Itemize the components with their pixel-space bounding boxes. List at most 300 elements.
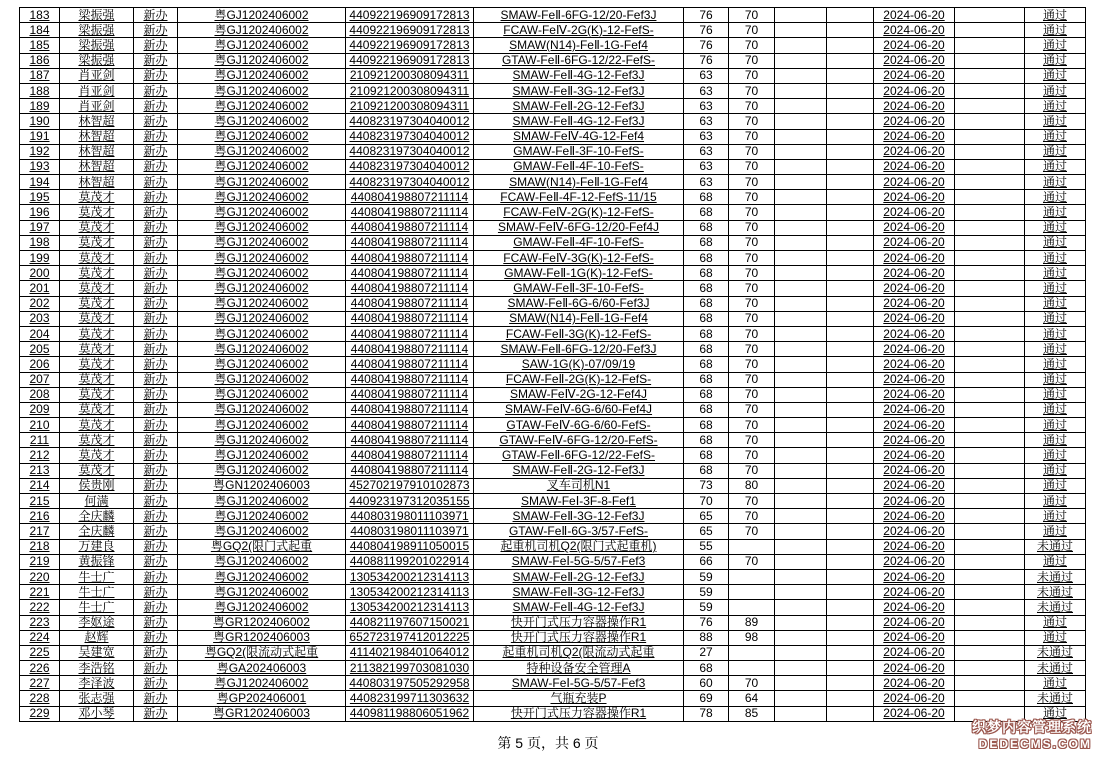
apply-type-cell: 新办 xyxy=(134,53,178,68)
score-2-cell xyxy=(729,600,775,615)
score-2-cell: 85 xyxy=(729,706,775,721)
exam-item-cell: SMAW-FeⅠ-5G-5/57-Fef3 xyxy=(474,554,684,569)
plan-code-cell: 粤GJ1202406002 xyxy=(178,524,346,539)
score-2-cell: 70 xyxy=(729,266,775,281)
plan-code-cell: 粤GJ1202406002 xyxy=(178,418,346,433)
exam-date-cell: 2024-06-20 xyxy=(874,418,955,433)
score-1-cell: 65 xyxy=(684,509,729,524)
row-number-cell: 223 xyxy=(20,615,60,630)
row-number-cell: 228 xyxy=(20,691,60,706)
score-1-cell: 68 xyxy=(684,251,729,266)
apply-type-cell: 新办 xyxy=(134,68,178,83)
exam-item-cell: SMAW-FeⅡ-6G-6/60-Fef3J xyxy=(474,296,684,311)
name-cell: 莫茂才 xyxy=(60,251,134,266)
apply-type-cell: 新办 xyxy=(134,342,178,357)
apply-type-cell: 新办 xyxy=(134,83,178,98)
score-1-cell: 78 xyxy=(684,706,729,721)
score-2-cell: 70 xyxy=(729,190,775,205)
table-row xyxy=(20,8,1086,23)
exam-date-cell: 2024-06-20 xyxy=(874,23,955,38)
table-row xyxy=(20,83,1086,98)
exam-item-cell: 快开门式压力容器操作R1 xyxy=(474,615,684,630)
exam-date-cell: 2024-06-20 xyxy=(874,175,955,190)
table-row xyxy=(20,615,1086,630)
exam-item-cell: GMAW-FeⅡ-4F-10-FefS- xyxy=(474,159,684,174)
exam-item-cell: GMAW-FeⅡ-1G(K)-12-FefS- xyxy=(474,266,684,281)
blank-cell-2 xyxy=(827,600,874,615)
result-cell: 通过 xyxy=(1025,509,1086,524)
table-row xyxy=(20,706,1086,721)
exam-item-cell: GTAW-FeⅡ-6G-3/57-FefS- xyxy=(474,524,684,539)
exam-item-cell: SMAW-FeⅡ-3G-12-Fef3J xyxy=(474,509,684,524)
apply-type-cell: 新办 xyxy=(134,554,178,569)
exam-date-cell: 2024-06-20 xyxy=(874,83,955,98)
id-number-cell: 440804198807211114 xyxy=(346,448,474,463)
plan-code-cell: 粤GJ1202406002 xyxy=(178,38,346,53)
exam-item-cell: GTAW-FeⅣ-6G-6/60-FefS- xyxy=(474,418,684,433)
score-2-cell: 70 xyxy=(729,205,775,220)
table-row xyxy=(20,342,1086,357)
row-number-cell: 201 xyxy=(20,281,60,296)
exam-date-cell: 2024-06-20 xyxy=(874,448,955,463)
row-number-cell: 185 xyxy=(20,38,60,53)
score-1-cell: 63 xyxy=(684,83,729,98)
plan-code-cell: 粤GJ1202406002 xyxy=(178,99,346,114)
exam-date-cell: 2024-06-20 xyxy=(874,433,955,448)
blank-cell-1 xyxy=(775,372,827,387)
blank-cell-1 xyxy=(775,99,827,114)
table-row xyxy=(20,296,1086,311)
exam-date-cell: 2024-06-20 xyxy=(874,281,955,296)
id-number-cell: 440804198911050015 xyxy=(346,539,474,554)
score-1-cell: 76 xyxy=(684,38,729,53)
blank-cell-1 xyxy=(775,8,827,23)
score-2-cell: 70 xyxy=(729,251,775,266)
table-row xyxy=(20,220,1086,235)
table-row xyxy=(20,129,1086,144)
blank-cell-1 xyxy=(775,387,827,402)
blank-cell-2 xyxy=(827,585,874,600)
apply-type-cell: 新办 xyxy=(134,706,178,721)
plan-code-cell: 粤GR1202406003 xyxy=(178,706,346,721)
table-row xyxy=(20,144,1086,159)
row-number-cell: 209 xyxy=(20,402,60,417)
table-row xyxy=(20,569,1086,584)
id-number-cell: 440804198807211114 xyxy=(346,387,474,402)
blank-cell-3 xyxy=(955,676,1025,691)
blank-cell-2 xyxy=(827,387,874,402)
result-cell: 通过 xyxy=(1025,220,1086,235)
blank-cell-3 xyxy=(955,99,1025,114)
plan-code-cell: 粤GJ1202406002 xyxy=(178,251,346,266)
row-number-cell: 199 xyxy=(20,251,60,266)
row-number-cell: 219 xyxy=(20,554,60,569)
apply-type-cell: 新办 xyxy=(134,38,178,53)
score-1-cell: 66 xyxy=(684,554,729,569)
score-2-cell xyxy=(729,661,775,676)
blank-cell-2 xyxy=(827,463,874,478)
result-cell: 通过 xyxy=(1025,615,1086,630)
score-2-cell: 70 xyxy=(729,524,775,539)
id-number-cell: 440804198807211114 xyxy=(346,372,474,387)
score-2-cell: 70 xyxy=(729,296,775,311)
table-row xyxy=(20,68,1086,83)
score-1-cell: 68 xyxy=(684,205,729,220)
apply-type-cell: 新办 xyxy=(134,509,178,524)
blank-cell-2 xyxy=(827,418,874,433)
plan-code-cell: 粤GJ1202406002 xyxy=(178,554,346,569)
table-row xyxy=(20,433,1086,448)
blank-cell-1 xyxy=(775,539,827,554)
table-row xyxy=(20,251,1086,266)
id-number-cell: 440803198011103971 xyxy=(346,524,474,539)
score-2-cell: 70 xyxy=(729,418,775,433)
score-1-cell: 63 xyxy=(684,175,729,190)
plan-code-cell: 粤GJ1202406002 xyxy=(178,83,346,98)
row-number-cell: 188 xyxy=(20,83,60,98)
score-2-cell: 70 xyxy=(729,99,775,114)
score-2-cell: 70 xyxy=(729,509,775,524)
blank-cell-1 xyxy=(775,235,827,250)
blank-cell-2 xyxy=(827,205,874,220)
score-2-cell: 80 xyxy=(729,478,775,493)
blank-cell-3 xyxy=(955,524,1025,539)
row-number-cell: 184 xyxy=(20,23,60,38)
blank-cell-3 xyxy=(955,205,1025,220)
blank-cell-1 xyxy=(775,144,827,159)
exam-item-cell: SMAW(N14)-FeⅡ-1G-Fef4 xyxy=(474,38,684,53)
name-cell: 李浩铭 xyxy=(60,661,134,676)
blank-cell-2 xyxy=(827,159,874,174)
blank-cell-3 xyxy=(955,630,1025,645)
blank-cell-1 xyxy=(775,129,827,144)
result-cell: 通过 xyxy=(1025,448,1086,463)
table-row xyxy=(20,585,1086,600)
row-number-cell: 206 xyxy=(20,357,60,372)
exam-date-cell: 2024-06-20 xyxy=(874,676,955,691)
exam-item-cell: FCAW-FeⅣ-2G(K)-12-FefS- xyxy=(474,23,684,38)
blank-cell-2 xyxy=(827,53,874,68)
blank-cell-1 xyxy=(775,159,827,174)
row-number-cell: 213 xyxy=(20,463,60,478)
plan-code-cell: 粤GN1202406003 xyxy=(178,478,346,493)
id-number-cell: 440804198807211114 xyxy=(346,326,474,341)
blank-cell-1 xyxy=(775,311,827,326)
id-number-cell: 210921200308094311 xyxy=(346,99,474,114)
score-1-cell: 68 xyxy=(684,190,729,205)
apply-type-cell: 新办 xyxy=(134,190,178,205)
exam-item-cell: SMAW(N14)-FeⅡ-1G-Fef4 xyxy=(474,175,684,190)
row-number-cell: 208 xyxy=(20,387,60,402)
name-cell: 肖亚剑 xyxy=(60,68,134,83)
exam-item-cell: SMAW-FeⅡ-2G-12-Fef3J xyxy=(474,569,684,584)
score-2-cell: 70 xyxy=(729,281,775,296)
name-cell: 张志强 xyxy=(60,691,134,706)
blank-cell-1 xyxy=(775,190,827,205)
score-1-cell: 27 xyxy=(684,645,729,660)
blank-cell-2 xyxy=(827,326,874,341)
name-cell: 林智超 xyxy=(60,114,134,129)
row-number-cell: 191 xyxy=(20,129,60,144)
exam-results-table xyxy=(19,7,1086,722)
exam-item-cell: GMAW-FeⅡ-3F-10-FefS- xyxy=(474,281,684,296)
blank-cell-2 xyxy=(827,38,874,53)
row-number-cell: 192 xyxy=(20,144,60,159)
name-cell: 李泽波 xyxy=(60,676,134,691)
blank-cell-3 xyxy=(955,554,1025,569)
blank-cell-2 xyxy=(827,266,874,281)
id-number-cell: 211382199703081030 xyxy=(346,661,474,676)
result-cell: 未通过 xyxy=(1025,661,1086,676)
name-cell: 李妪途 xyxy=(60,615,134,630)
watermark xyxy=(972,719,1092,752)
id-number-cell: 440823197304040012 xyxy=(346,144,474,159)
score-1-cell: 68 xyxy=(684,281,729,296)
plan-code-cell: 粤GJ1202406002 xyxy=(178,144,346,159)
blank-cell-3 xyxy=(955,23,1025,38)
blank-cell-3 xyxy=(955,402,1025,417)
plan-code-cell: 粤GJ1202406002 xyxy=(178,463,346,478)
blank-cell-2 xyxy=(827,23,874,38)
name-cell: 莫茂才 xyxy=(60,402,134,417)
row-number-cell: 187 xyxy=(20,68,60,83)
blank-cell-1 xyxy=(775,706,827,721)
blank-cell-1 xyxy=(775,630,827,645)
result-cell: 通过 xyxy=(1025,83,1086,98)
id-number-cell: 440804198807211114 xyxy=(346,402,474,417)
blank-cell-1 xyxy=(775,433,827,448)
plan-code-cell: 粤GQ2(限门式起重 xyxy=(178,539,346,554)
exam-item-cell: 快开门式压力容器操作R1 xyxy=(474,630,684,645)
exam-item-cell: GTAW-FeⅡ-6FG-12/22-FefS- xyxy=(474,53,684,68)
result-cell: 通过 xyxy=(1025,159,1086,174)
score-2-cell: 70 xyxy=(729,342,775,357)
exam-date-cell: 2024-06-20 xyxy=(874,114,955,129)
result-cell: 通过 xyxy=(1025,205,1086,220)
table-row xyxy=(20,159,1086,174)
exam-item-cell: FCAW-FeⅡ-2G(K)-12-FefS- xyxy=(474,372,684,387)
score-2-cell: 70 xyxy=(729,463,775,478)
exam-date-cell: 2024-06-20 xyxy=(874,600,955,615)
result-cell: 通过 xyxy=(1025,23,1086,38)
result-cell: 通过 xyxy=(1025,402,1086,417)
exam-date-cell: 2024-06-20 xyxy=(874,372,955,387)
plan-code-cell: 粤GJ1202406002 xyxy=(178,311,346,326)
name-cell: 莫茂才 xyxy=(60,387,134,402)
exam-date-cell: 2024-06-20 xyxy=(874,220,955,235)
apply-type-cell: 新办 xyxy=(134,266,178,281)
blank-cell-1 xyxy=(775,661,827,676)
table-row xyxy=(20,372,1086,387)
blank-cell-3 xyxy=(955,509,1025,524)
row-number-cell: 227 xyxy=(20,676,60,691)
blank-cell-3 xyxy=(955,615,1025,630)
exam-date-cell: 2024-06-20 xyxy=(874,509,955,524)
blank-cell-3 xyxy=(955,357,1025,372)
row-number-cell: 205 xyxy=(20,342,60,357)
id-number-cell: 440821197607150021 xyxy=(346,615,474,630)
id-number-cell: 440804198807211114 xyxy=(346,342,474,357)
score-2-cell: 70 xyxy=(729,114,775,129)
blank-cell-2 xyxy=(827,569,874,584)
score-1-cell: 59 xyxy=(684,600,729,615)
blank-cell-2 xyxy=(827,357,874,372)
table-row xyxy=(20,554,1086,569)
id-number-cell: 652723197412012225 xyxy=(346,630,474,645)
result-cell: 通过 xyxy=(1025,372,1086,387)
id-number-cell: 440804198807211114 xyxy=(346,235,474,250)
id-number-cell: 440922196909172813 xyxy=(346,53,474,68)
apply-type-cell: 新办 xyxy=(134,235,178,250)
score-1-cell: 59 xyxy=(684,569,729,584)
name-cell: 莫茂才 xyxy=(60,281,134,296)
table-row xyxy=(20,539,1086,554)
plan-code-cell: 粤GJ1202406002 xyxy=(178,235,346,250)
row-number-cell: 197 xyxy=(20,220,60,235)
apply-type-cell: 新办 xyxy=(134,205,178,220)
blank-cell-2 xyxy=(827,129,874,144)
exam-date-cell: 2024-06-20 xyxy=(874,296,955,311)
score-2-cell: 70 xyxy=(729,311,775,326)
exam-item-cell: SMAW-FeⅠ-3F-8-Fef1 xyxy=(474,494,684,509)
name-cell: 莫茂才 xyxy=(60,190,134,205)
blank-cell-3 xyxy=(955,418,1025,433)
id-number-cell: 440804198807211114 xyxy=(346,418,474,433)
blank-cell-1 xyxy=(775,296,827,311)
table-body xyxy=(20,8,1086,722)
blank-cell-1 xyxy=(775,220,827,235)
id-number-cell: 210921200308094311 xyxy=(346,68,474,83)
score-1-cell: 68 xyxy=(684,357,729,372)
table-row xyxy=(20,676,1086,691)
score-2-cell: 70 xyxy=(729,8,775,23)
exam-date-cell: 2024-06-20 xyxy=(874,266,955,281)
blank-cell-3 xyxy=(955,342,1025,357)
plan-code-cell: 粤GJ1202406002 xyxy=(178,114,346,129)
score-1-cell: 68 xyxy=(684,418,729,433)
blank-cell-1 xyxy=(775,205,827,220)
table-row xyxy=(20,99,1086,114)
exam-item-cell: SMAW-FeⅡ-6FG-12/20-Fef3J xyxy=(474,8,684,23)
plan-code-cell: 粤GJ1202406002 xyxy=(178,387,346,402)
table-row xyxy=(20,661,1086,676)
score-2-cell: 70 xyxy=(729,448,775,463)
score-1-cell: 68 xyxy=(684,235,729,250)
blank-cell-2 xyxy=(827,706,874,721)
exam-item-cell: FCAW-FeⅡ-3G(K)-12-FefS- xyxy=(474,326,684,341)
table-row xyxy=(20,205,1086,220)
row-number-cell: 195 xyxy=(20,190,60,205)
plan-code-cell: 粤GJ1202406002 xyxy=(178,509,346,524)
exam-item-cell: GTAW-FeⅣ-6FG-12/20-FefS- xyxy=(474,433,684,448)
blank-cell-2 xyxy=(827,478,874,493)
blank-cell-2 xyxy=(827,99,874,114)
plan-code-cell: 粤GJ1202406002 xyxy=(178,372,346,387)
plan-code-cell: 粤GJ1202406002 xyxy=(178,326,346,341)
id-number-cell: 440803198011103971 xyxy=(346,509,474,524)
plan-code-cell: 粤GJ1202406002 xyxy=(178,357,346,372)
score-2-cell: 70 xyxy=(729,433,775,448)
apply-type-cell: 新办 xyxy=(134,569,178,584)
blank-cell-3 xyxy=(955,266,1025,281)
table-row xyxy=(20,175,1086,190)
name-cell: 全庆麟 xyxy=(60,509,134,524)
name-cell: 梁振强 xyxy=(60,23,134,38)
result-cell: 通过 xyxy=(1025,53,1086,68)
name-cell: 莫茂才 xyxy=(60,296,134,311)
apply-type-cell: 新办 xyxy=(134,144,178,159)
name-cell: 梁振强 xyxy=(60,53,134,68)
name-cell: 牛士广 xyxy=(60,585,134,600)
plan-code-cell: 粤GJ1202406002 xyxy=(178,190,346,205)
exam-item-cell: SMAW-FeⅣ-6G-6/60-Fef4J xyxy=(474,402,684,417)
blank-cell-3 xyxy=(955,661,1025,676)
id-number-cell: 440823197304040012 xyxy=(346,129,474,144)
apply-type-cell: 新办 xyxy=(134,326,178,341)
exam-item-cell: SAW-1G(K)-07/09/19 xyxy=(474,357,684,372)
result-cell: 通过 xyxy=(1025,630,1086,645)
exam-item-cell: 起重机司机Q2(限门式起重机) xyxy=(474,539,684,554)
score-1-cell: 55 xyxy=(684,539,729,554)
blank-cell-3 xyxy=(955,114,1025,129)
apply-type-cell: 新办 xyxy=(134,600,178,615)
id-number-cell: 210921200308094311 xyxy=(346,83,474,98)
id-number-cell: 440804198807211114 xyxy=(346,433,474,448)
score-2-cell: 70 xyxy=(729,53,775,68)
table-row xyxy=(20,326,1086,341)
plan-code-cell: 粤GQ2(限流动式起重 xyxy=(178,645,346,660)
exam-date-cell: 2024-06-20 xyxy=(874,190,955,205)
result-cell: 通过 xyxy=(1025,326,1086,341)
name-cell: 牛士广 xyxy=(60,600,134,615)
result-cell: 通过 xyxy=(1025,38,1086,53)
row-number-cell: 204 xyxy=(20,326,60,341)
score-2-cell: 70 xyxy=(729,23,775,38)
id-number-cell: 440804198807211114 xyxy=(346,357,474,372)
name-cell: 林智超 xyxy=(60,175,134,190)
blank-cell-3 xyxy=(955,296,1025,311)
name-cell: 肖亚剑 xyxy=(60,83,134,98)
apply-type-cell: 新办 xyxy=(134,281,178,296)
score-1-cell: 68 xyxy=(684,433,729,448)
row-number-cell: 203 xyxy=(20,311,60,326)
exam-item-cell: SMAW-FeⅡ-4G-12-Fef3J xyxy=(474,68,684,83)
blank-cell-1 xyxy=(775,326,827,341)
plan-code-cell: 粤GJ1202406002 xyxy=(178,23,346,38)
score-1-cell: 68 xyxy=(684,296,729,311)
blank-cell-2 xyxy=(827,448,874,463)
blank-cell-2 xyxy=(827,645,874,660)
blank-cell-2 xyxy=(827,114,874,129)
name-cell: 莫茂才 xyxy=(60,326,134,341)
blank-cell-2 xyxy=(827,83,874,98)
exam-date-cell: 2024-06-20 xyxy=(874,205,955,220)
exam-item-cell: SMAW-FeⅡ-3G-12-Fef3J xyxy=(474,585,684,600)
plan-code-cell: 粤GJ1202406002 xyxy=(178,448,346,463)
name-cell: 牛士广 xyxy=(60,569,134,584)
blank-cell-2 xyxy=(827,402,874,417)
row-number-cell: 229 xyxy=(20,706,60,721)
exam-item-cell: SMAW-FeⅡ-2G-12-Fef3J xyxy=(474,463,684,478)
id-number-cell: 452702197910102873 xyxy=(346,478,474,493)
exam-item-cell: 特种设备安全管理A xyxy=(474,661,684,676)
blank-cell-3 xyxy=(955,235,1025,250)
blank-cell-3 xyxy=(955,539,1025,554)
blank-cell-3 xyxy=(955,494,1025,509)
score-2-cell: 89 xyxy=(729,615,775,630)
table-row xyxy=(20,645,1086,660)
exam-date-cell: 2024-06-20 xyxy=(874,129,955,144)
